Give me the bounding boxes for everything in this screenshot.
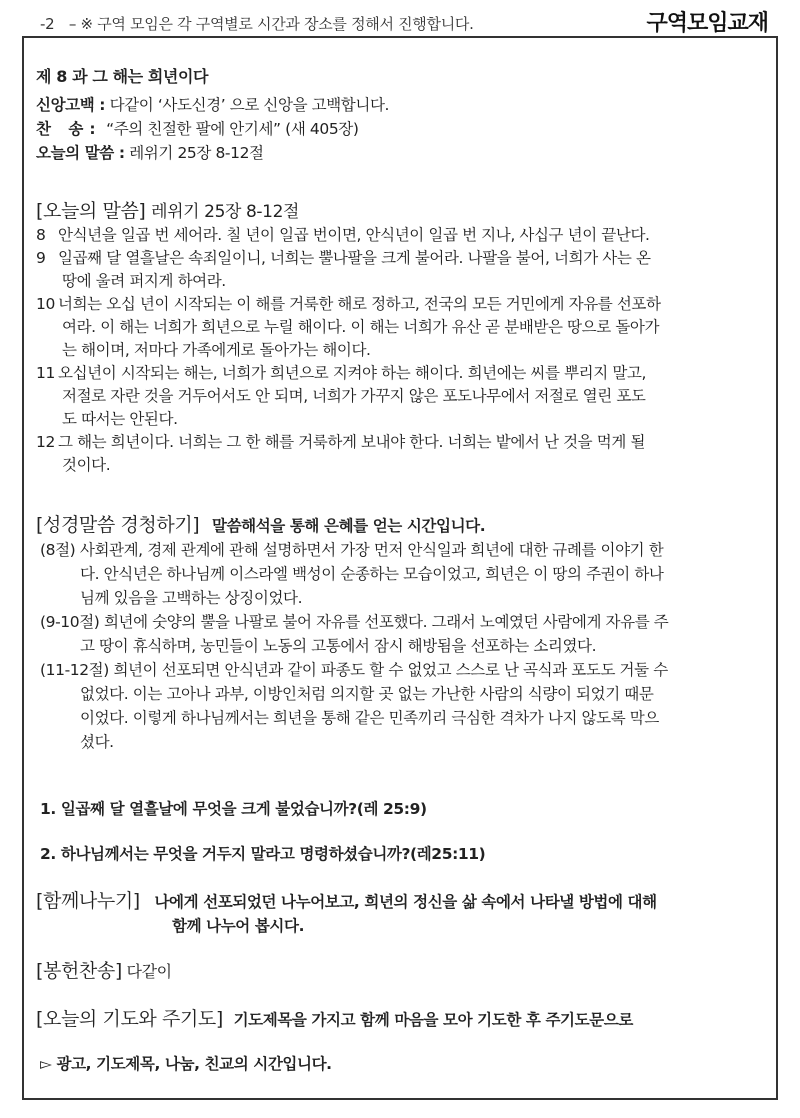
hymn-label: 찬 송: bbox=[36, 120, 102, 138]
sharing-text-2: 함께 나누어 봅시다. bbox=[172, 917, 305, 935]
prayer-line bbox=[36, 1004, 633, 1031]
explanation-item-8: (8절) 사회관계, 경제 관계에 관해 설명하면서 가장 먼저 안식일과 희년에 대한 규례를 이야기 한 다. 안식년은 하나님께 이스라엘 백성이 순종하는 모습이었고, 희년은 이 땅의 주권이 하나 님께 있음을 고백하는 상징이었다. bbox=[40, 541, 664, 607]
listening-heading-line bbox=[36, 510, 485, 537]
creed-text: 다같이 ‘사도신경’ 으로 신앙을 고백합니다. bbox=[109, 96, 390, 114]
lesson-box bbox=[22, 36, 778, 1100]
offering-heading: [봉헌찬송] bbox=[36, 960, 122, 982]
verse-10: 10 너희는 오십 년이 시작되는 이 해를 거룩한 해로 정하고, 전국의 모든 거민에게 자유를 선포하 여라. 이 해는 너희가 희년으로 누릴 해이다. 이 해는 너희가 유산 곧 분배받은 땅으로 돌아가 는 해이며, 저마다 가족에게로 돌아가는 해이다. bbox=[36, 295, 661, 359]
listening-heading: [성경말씀 경청하기] bbox=[36, 514, 200, 536]
scripture-reference: 레위기 25장 8-12절 bbox=[151, 202, 300, 222]
header-title: 구역모임교재 bbox=[646, 11, 768, 36]
header-note-line bbox=[40, 13, 474, 34]
prayer-text: 기도제목을 가지고 함께 마음을 모아 기도한 후 주기도문으로 bbox=[233, 1011, 633, 1029]
word-line bbox=[36, 141, 264, 163]
verse-11: 11 오십년이 시작되는 해는, 너희가 희년으로 지켜야 하는 해이다. 희년에는 씨를 뿌리지 말고, 저절로 자란 것을 거두어서도 안 되며, 너희가 가꾸지 않은 포도나무에서 저절로 열린 포도 도 따서는 안된다. bbox=[36, 364, 647, 428]
explanation-item-11-12: (11-12절) 희년이 선포되면 안식년과 같이 파종도 할 수 없었고 스스로 난 곡식과 포도도 거둘 수 없었다. 이는 고아나 과부, 이방인처럼 의지할 곳 없는 가난한 사람의 식량이 되었기 때문 이었다. 이렇게 하나님께서는 희년을 통해 같은 민족끼리 극심한 격차가 나지 않도록 막으 셨다. bbox=[40, 661, 668, 751]
header-note: – ※ 구역 모임은 각 구역별로 시간과 장소를 정해서 진행합니다. bbox=[68, 15, 474, 33]
creed-line bbox=[36, 93, 389, 115]
verse-8: 8 안식년을 일곱 번 세어라. 칠 년이 일곱 번이면, 안식년이 일곱 번 지나, 사십구 년이 끝난다. bbox=[36, 226, 650, 244]
lesson-title: 제 8 과 그 해는 희년이다 bbox=[36, 67, 209, 86]
offering-text: 다같이 bbox=[126, 962, 172, 981]
listening-subtitle: 말씀해석을 통해 은혜를 얻는 시간입니다. bbox=[212, 517, 486, 535]
announcement-line bbox=[40, 1052, 332, 1074]
sharing-heading: [함께나누기] bbox=[36, 890, 140, 912]
offering-line bbox=[36, 956, 172, 983]
arrow-icon: ▻ bbox=[40, 1055, 52, 1073]
word-text: 레위기 25장 8-12절 bbox=[129, 144, 264, 162]
sharing-line-1 bbox=[36, 886, 657, 913]
listening-items bbox=[40, 538, 766, 754]
scripture-heading: [오늘의 말씀] bbox=[36, 200, 146, 222]
creed-label: 신앙고백 : bbox=[36, 96, 106, 114]
prayer-heading: [오늘의 기도와 주기도] bbox=[36, 1008, 223, 1030]
word-label: 오늘의 말씀 : bbox=[36, 144, 125, 162]
scripture-verses bbox=[36, 224, 766, 477]
hymn-line bbox=[36, 117, 359, 139]
page-header bbox=[40, 4, 778, 34]
announcement-text: 광고, 기도제목, 나눔, 친교의 시간입니다. bbox=[56, 1055, 332, 1073]
question-1: 1. 일곱째 달 열흘날에 무엇을 크게 불었습니까?(레 25:9) bbox=[40, 800, 427, 818]
page-number: -2 bbox=[40, 15, 55, 33]
hymn-text: “주의 친절한 팔에 안기세” (새 405장) bbox=[106, 120, 359, 138]
explanation-item-9-10: (9-10절) 희년에 숫양의 뿔을 나팔로 불어 자유를 선포했다. 그래서 노예였던 사람에게 자유를 주 고 땅이 휴식하며, 농민들이 노동의 고통에서 잠시 해방됨을 선포하는 소리였다. bbox=[40, 613, 669, 655]
verse-12: 12 그 해는 희년이다. 너희는 그 한 해를 거룩하게 보내야 한다. 너희는 밭에서 난 것을 먹게 될 것이다. bbox=[36, 433, 646, 474]
scripture-heading-line bbox=[36, 196, 299, 223]
verse-9: 9 일곱째 달 열흘날은 속죄일이니, 너희는 뿔나팔을 크게 불어라. 나팔을 불어, 너희가 사는 온 땅에 울려 퍼지게 하여라. bbox=[36, 249, 651, 290]
sharing-text-1: 나에게 선포되었던 나누어보고, 희년의 정신을 삶 속에서 나타낼 방법에 대해 bbox=[154, 893, 657, 911]
question-2: 2. 하나님께서는 무엇을 거두지 말라고 명령하셨습니까?(레25:11) bbox=[40, 845, 486, 863]
